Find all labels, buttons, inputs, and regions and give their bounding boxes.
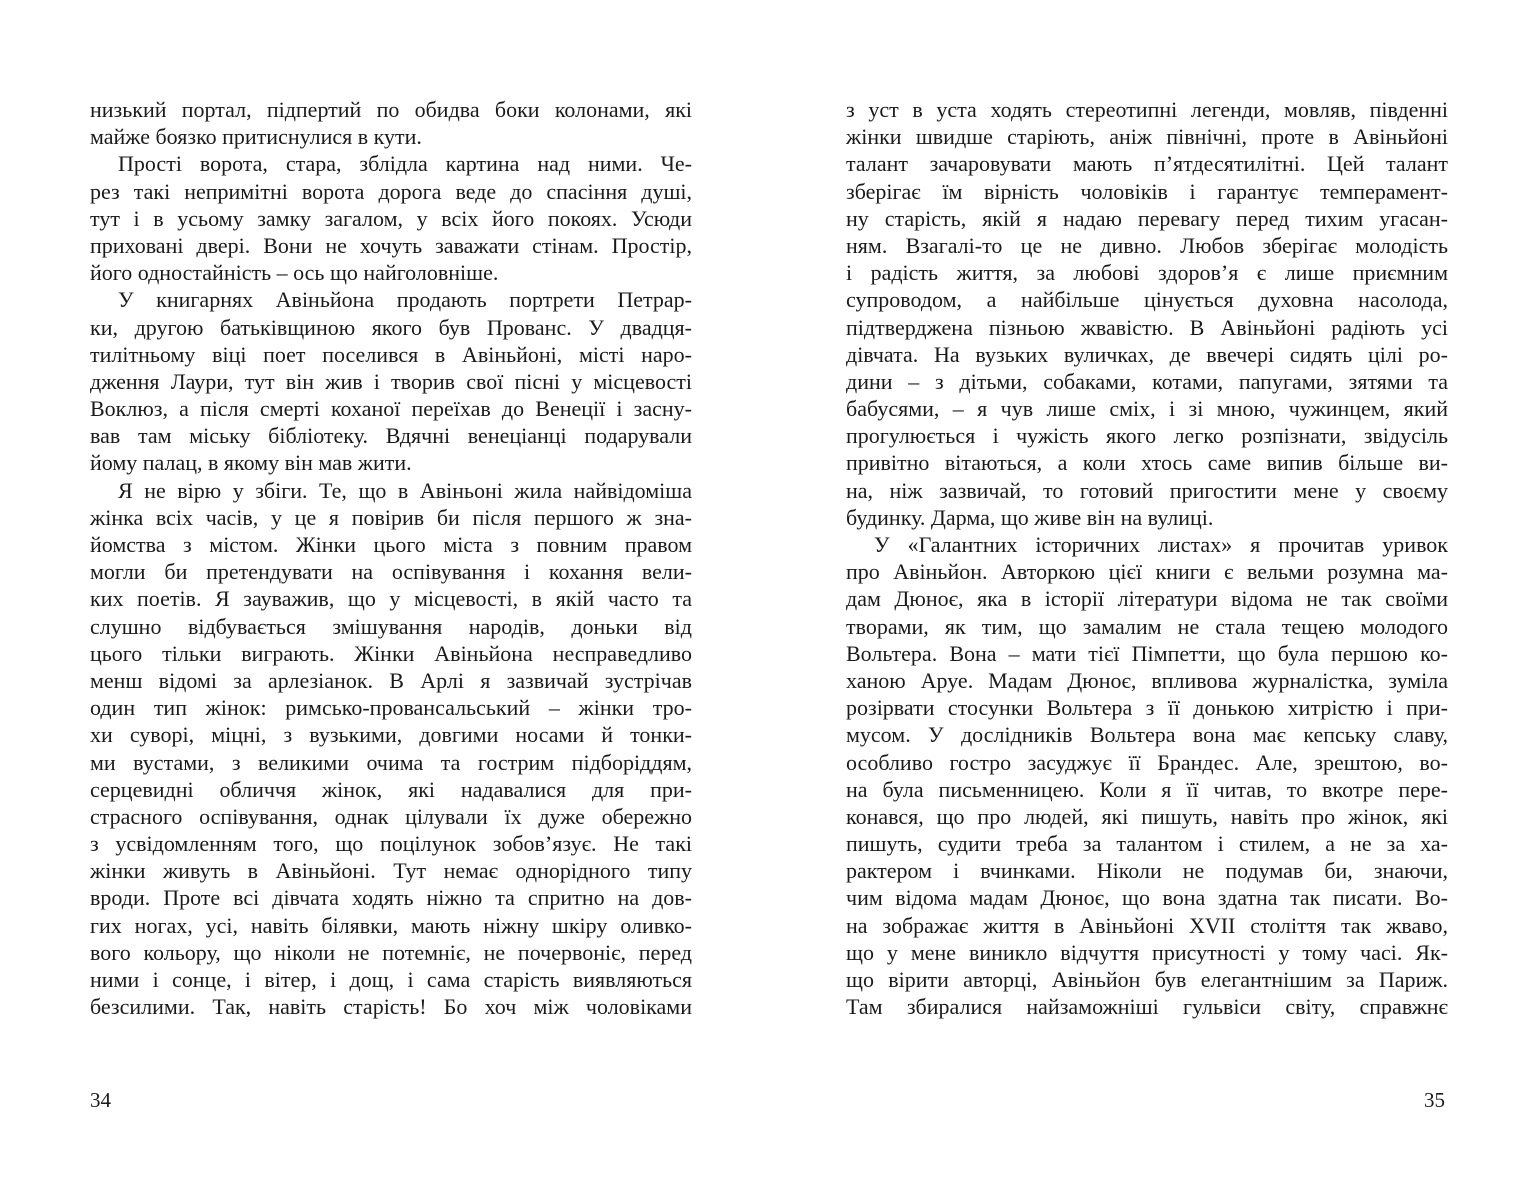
text-line: йомства з містом. Жінки цього міста з повним правом [90, 532, 692, 557]
text-line: з усвідомленням того, що поцілунок зобов’язує. Не такі [90, 831, 692, 857]
text-line: могли би претендувати на оспівування і кохання вели- [90, 559, 692, 585]
text-line: дам Дюноє, яка в історії літератури відома не так своїми [846, 586, 1448, 612]
text-line: супроводом, а найбільше цінується духовна насолода, [846, 287, 1448, 313]
text-line: прогулюється і чужість якого легко розпізнати, звідусіль [846, 423, 1448, 449]
text-line: йому палац, в якому він мав жити. [90, 450, 412, 476]
text-line: Вольтера. Вона – мати тієї Пімпетти, що була першою ко- [846, 640, 1448, 666]
text-line: на, ніж зазвичай, то готовий пригостити мене у своєму [846, 477, 1448, 503]
text-line: серцевидні обличчя жінок, які надавалися для при- [90, 776, 692, 802]
text-line: гих ногах, усі, навіть білявки, мають ніжну шкіру оливко- [90, 912, 692, 938]
text-line: привітно вітаються, а коли хтось саме випив більше ви- [846, 450, 1448, 476]
text-line: вав там міську бібліотеку. Вдячні венеціанці подарували [90, 423, 692, 449]
text-line: і радість життя, за любові здоров’я є лише приємним [846, 260, 1448, 286]
text-line: розірвати стосунки Вольтера з її донькою хитрістю і при- [846, 695, 1448, 721]
text-line: Воклюз, а після смерті коханої переїхав до Венеції і засну- [90, 396, 692, 422]
text-line: будинку. Дарма, що живе він на вулиці. [846, 504, 1214, 530]
text-line: цього тільки виграють. Жінки Авіньйона несправедливо [90, 640, 692, 666]
text-line: тут і в усьому замку загалом, у всіх його покоях. Усюди [90, 205, 692, 231]
left-page-text [90, 96, 692, 1020]
text-line: ких поетів. Я зауважив, що у місцевості, в якій часто та [90, 586, 692, 612]
text-line: майже боязко притиснулися в кути. [90, 124, 422, 150]
text-line: Там збиралися найзаможніші гульвіси світу, справжнє [846, 994, 1448, 1020]
text-line: У «Галантних історичних листах» я прочитав уривок [874, 532, 1448, 557]
text-line: вого кольору, що ніколи не потемніє, не почервоніє, перед [90, 939, 692, 965]
text-line: пишуть, судити треба за талантом і стилем, а не за ха- [846, 831, 1448, 857]
text-line: тилітньому віці поет поселився в Авіньйоні, місті наро- [90, 341, 692, 367]
text-line: дини – з дітьми, собаками, котами, папугами, зятями та [846, 368, 1448, 394]
text-line: менш відомі за арлезіанок. В Арлі я зазвичай зустрічав [90, 667, 692, 693]
text-line: зберігає їм вірність чоловіків і гарантує темперамент- [846, 178, 1448, 204]
text-line: рез такі непримітні ворота дорога веде до спасіння душі, [90, 178, 692, 204]
text-line: хи суворі, міцні, з вузькими, довгими носами й тонки- [90, 722, 692, 748]
text-line: конався, що про людей, які пишуть, навіть про жінок, які [846, 803, 1448, 829]
text-line: Я не вірю у збіги. Те, що в Авіньоні жила найвідоміша [118, 477, 692, 503]
right-page-text [846, 96, 1448, 1020]
text-line: страсного оспівування, однак цілували їх дуже обережно [90, 803, 692, 829]
text-line: один тип жінок: римсько-провансальський – жінки тро- [90, 695, 692, 721]
text-line: дження Лаури, тут він жив і творив свої пісні у місцевості [90, 368, 692, 394]
text-line: ми вустами, з великими очима та гострим підборіддям, [90, 749, 692, 775]
text-line: з уст в уста ходять стереотипні легенди, мовляв, південні [846, 97, 1448, 122]
text-line: талант зачаровувати мають п’ятдесятилітні. Цей талант [846, 151, 1448, 177]
text-line: особливо гостро засуджує її Брандес. Але, зрештою, во- [846, 749, 1448, 775]
text-line: що у мене виникло відчуття присутності у тому часі. Як- [846, 939, 1448, 965]
text-line: жінки живуть в Авіньйоні. Тут немає однорідного типу [90, 858, 692, 884]
text-line: ними і сонце, і вітер, і дощ, і сама старість виявляються [90, 967, 692, 992]
text-line: бабусями, – я чув лише сміх, і зі мною, чужинцем, який [846, 396, 1448, 422]
text-line: ням. Взагалі-то це не дивно. Любов зберігає молодість [846, 232, 1448, 258]
text-line: мусом. У дослідників Вольтера вона має кепську славу, [846, 722, 1448, 748]
text-line: на була письменницею. Коли я її читав, то вкотре пере- [846, 776, 1448, 802]
text-line: жінка всіх часів, у це я повірив би після першого ж зна- [90, 504, 692, 530]
page-number-left: 34 [90, 1088, 111, 1112]
text-line: чим відома мадам Дюноє, що вона здатна так писати. Во- [846, 885, 1448, 911]
text-line: приховані двері. Вони не хочуть заважати стінам. Простір, [90, 232, 692, 258]
text-line: рактером і вчинками. Ніколи не подумав би, знаючи, [846, 858, 1448, 884]
text-line: безсилими. Так, навіть старість! Бо хоч між чоловіками [90, 994, 692, 1020]
text-line: У книгарнях Авіньйона продають портрети Петрар- [118, 287, 692, 313]
text-line: вроди. Проте всі дівчата ходять ніжно та спритно на дов- [90, 885, 692, 911]
text-line: ханою Аруе. Мадам Дюноє, впливова журналістка, зуміла [846, 667, 1448, 693]
text-line: що вірити авторці, Авіньйон був елегантнішим за Париж. [846, 967, 1448, 992]
text-line: про Авіньйон. Авторкою цієї книги є вельми розумна ма- [846, 559, 1448, 585]
text-line: ну старість, якій я надаю перевагу перед тихим угасан- [846, 205, 1448, 231]
text-line: слушно відбувається змішування народів, доньки від [90, 613, 692, 639]
text-line: дівчата. На вузьких вуличках, де ввечері сидять цілі ро- [846, 341, 1448, 367]
text-line: Прості ворота, стара, зблідла картина над ними. Че- [118, 151, 692, 177]
text-line: низький портал, підпертий по обидва боки колонами, які [90, 97, 692, 122]
text-line: підтверджена пізньою жвавістю. В Авіньйоні радіють усі [846, 314, 1448, 340]
text-line: творами, як тим, що замалим не стала тещею молодого [846, 613, 1448, 639]
text-line: жінки швидше старіють, аніж північні, проте в Авіньйоні [846, 124, 1448, 150]
text-line: його одностайність – ось що найголовніше. [90, 260, 499, 286]
page-number-right: 35 [1424, 1088, 1445, 1112]
text-line: на зображає життя в Авіньйоні XVII століття так жваво, [846, 912, 1448, 938]
text-line: ки, другою батьківщиною якого був Прованс. У двадця- [90, 314, 692, 340]
